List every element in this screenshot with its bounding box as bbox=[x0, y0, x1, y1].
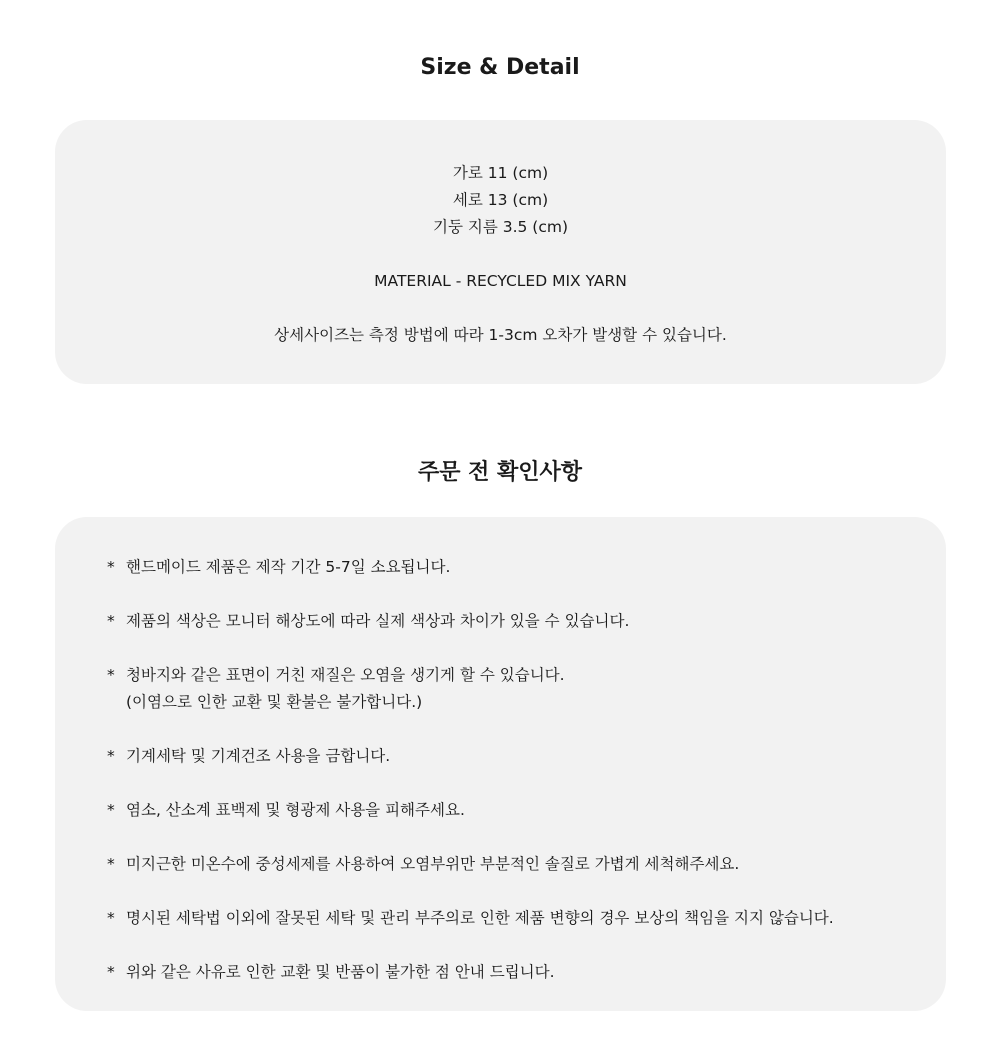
notice-item bbox=[107, 743, 926, 770]
dimension-height: 세로 13 (cm) bbox=[452, 191, 549, 209]
notice-item-text: 핸드메이드 제품은 제작 기간 5-7일 소요됩니다. bbox=[126, 558, 451, 576]
notice-item-text: 명시된 세탁법 이외에 잘못된 세탁 및 관리 부주의로 인한 제품 변향의 경우 보상의 책임을 지지 않습니다. bbox=[126, 909, 834, 927]
spacer bbox=[55, 241, 946, 268]
notice-item-text: 제품의 색상은 모니터 해상도에 따라 실제 색상과 차이가 있을 수 있습니다. bbox=[126, 612, 630, 630]
bullet-asterisk: * bbox=[107, 666, 115, 684]
bullet-asterisk: * bbox=[107, 612, 115, 630]
size-tolerance-note: 상세사이즈는 측정 방법에 따라 1-3cm 오차가 발생할 수 있습니다. bbox=[274, 326, 727, 344]
notice-item-text: 기계세탁 및 기계건조 사용을 금합니다. bbox=[126, 747, 391, 765]
spacer bbox=[55, 295, 946, 322]
notice-item bbox=[107, 554, 926, 581]
bullet-asterisk: * bbox=[107, 909, 115, 927]
notice-item-text: 청바지와 같은 표면이 거친 재질은 오염을 생기게 할 수 있습니다. bbox=[126, 666, 565, 684]
material-text: MATERIAL - RECYCLED MIX YARN bbox=[374, 272, 627, 290]
dimension-diameter: 기둥 지름 3.5 (cm) bbox=[432, 218, 569, 236]
notice-list bbox=[107, 554, 926, 986]
notice-item bbox=[107, 959, 926, 986]
size-detail-card bbox=[55, 120, 946, 384]
size-detail-content bbox=[55, 160, 946, 349]
notice-item-text: 미지근한 미온수에 중성세제를 사용하여 오염부위만 부분적인 솔질로 가볍게 세척해주세요. bbox=[126, 855, 740, 873]
notice-item bbox=[107, 905, 926, 932]
bullet-asterisk: * bbox=[107, 855, 115, 873]
notice-item bbox=[107, 608, 926, 635]
notice-item bbox=[107, 797, 926, 824]
bullet-asterisk: * bbox=[107, 801, 115, 819]
notice-item-text: 위와 같은 사유로 인한 교환 및 반품이 불가한 점 안내 드립니다. bbox=[126, 963, 555, 981]
order-notice-card bbox=[55, 517, 946, 1011]
notice-item-text: 염소, 산소계 표백제 및 형광제 사용을 피해주세요. bbox=[126, 801, 465, 819]
bullet-asterisk: * bbox=[107, 558, 115, 576]
bullet-asterisk: * bbox=[107, 747, 115, 765]
bullet-asterisk: * bbox=[107, 963, 115, 981]
dimension-width: 가로 11 (cm) bbox=[452, 164, 549, 182]
notice-item-text: (이염으로 인한 교환 및 환불은 불가합니다.) bbox=[126, 693, 423, 711]
order-notice-title: 주문 전 확인사항 bbox=[417, 460, 583, 485]
notice-item bbox=[107, 851, 926, 878]
notice-item bbox=[107, 662, 926, 716]
size-detail-title: Size & Detail bbox=[420, 55, 580, 80]
